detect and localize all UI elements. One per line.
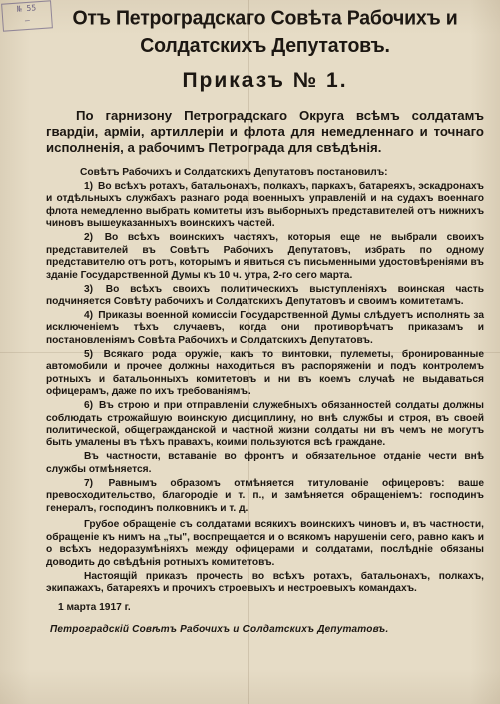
item-number: 4) <box>84 309 94 321</box>
item-text: Равнымъ образомъ отмѣняется титулованіе офицеровъ: ваше превосходительство, благородіе и т. п., и замѣняется обращеніемъ: господинъ генералъ, господинъ полковникъ и т. д. <box>46 477 484 514</box>
archive-stamp: № 55 — <box>1 0 53 31</box>
item-text: Во всѣхъ своихъ политическихъ выступленіяхъ воинская часть подчиняется Совѣту рабочихъ и Солдатскихъ Депутатовъ и своимъ комитетамъ. <box>46 283 484 307</box>
order-preamble: Совѣтъ Рабочихъ и Солдатскихъ Депутатовъ постановилъ: <box>80 167 388 178</box>
item-text: Во всѣхъ воинскихъ частяхъ, которыя еще не выбрали своихъ представителей въ Совѣтъ Рабочихъ Депутатовъ, избрать по одному представителю отъ ротъ, которымъ и явиться съ письменными удостовѣреніями въ зданіе Государственной Думы къ 10 ч. утра, 2-го сего марта. <box>46 232 484 281</box>
item-number: 2) <box>84 232 94 244</box>
rude-treatment-paragraph: Грубое обращеніе съ солдатами всякихъ воинскихъ чиновъ и, въ частности, обращеніе къ нимъ на „ты", воспрещается и о всякомъ нарушеніи сего, равно какъ и о всѣхъ недоразумѣніяхъ между офицерами и солдатами, послѣдніе обязаны доводить до свѣдѣнія ротныхъ комитетовъ. <box>46 519 484 568</box>
order-item-6 <box>46 400 484 450</box>
order-item-1 <box>46 181 484 231</box>
order-item-4 <box>46 310 484 347</box>
order-title: Приказъ № 1. <box>182 69 348 92</box>
item-number: 3) <box>84 283 94 295</box>
order-item-6-extra: Въ частности, вставаніе во фронтъ и обязательное отданіе чести внѣ службы отмѣняется. <box>46 451 484 475</box>
document-content <box>46 6 484 637</box>
item-text: Всякаго рода оружіе, какъ то винтовки, пулеметы, бронированные автомобили и прочее должны находиться въ распоряженіи и подъ контролемъ ротныхъ и батальонныхъ комитетовъ и ни въ коемъ случаѣ не выдаваться офицерамъ, даже по ихъ требованіямъ. <box>46 348 484 398</box>
document-signature: Петроградскій Совѣтъ Рабочихъ и Солдатскихъ Депутатовъ. <box>50 624 389 636</box>
item-text: Приказы военной комиссіи Государственной Думы слѣдуетъ исполнять за исключеніемъ тѣхъ случаевъ, когда они противорѣчатъ приказамъ и постановленіямъ Совѣта Рабочихъ и Солдатскихъ Депутатовъ. <box>46 309 484 346</box>
item-number: 1) <box>84 180 94 192</box>
order-address: По гарнизону Петроградскаго Округа всѣмъ солдатамъ гвардіи, арміи, артиллеріи и флота для немедленнаго и точнаго исполненія, а рабочимъ Петрограда для свѣдѣнія. <box>46 108 484 155</box>
order-item-5 <box>46 349 484 399</box>
item-number: 7) <box>84 477 94 489</box>
order-items <box>46 181 484 515</box>
item-text: Въ строю и при отправленіи служебныхъ обязанностей солдаты должны соблюдать строжайшую воинскую дисциплину, но внѣ службы и строя, въ своей политической, общегражданской и частной жизни солдаты ни въ чемъ не могутъ быть умалены въ тѣхъ правахъ, коими пользуются всѣ граждане. <box>46 400 484 449</box>
item-number: 6) <box>84 400 94 412</box>
order-item-2 <box>46 232 484 282</box>
order-item-3 <box>46 284 484 309</box>
closing-paragraph: Настоящій приказъ прочесть во всѣхъ ротахъ, батальонахъ, полкахъ, экипажахъ, батареяхъ и прочихъ строевыхъ и нестроевыхъ командахъ. <box>46 570 484 594</box>
header-line-1: Отъ Петроградскаго Совѣта Рабочихъ и <box>72 6 458 30</box>
order-item-7 <box>46 478 484 515</box>
item-number: 5) <box>84 348 94 360</box>
item-text: Во всѣхъ ротахъ, батальонахъ, полкахъ, паркахъ, батареяхъ, эскадронахъ и отдѣльныхъ службахъ разнаго рода военныхъ управленій и на судахъ военнаго флота немедленно выбрать комитеты изъ выборныхъ представителей отъ нижнихъ чиновъ вышеуказанныхъ воинскихъ частей. <box>46 180 484 230</box>
header-line-2: Солдатскихъ Депутатовъ. <box>140 34 390 58</box>
document-header <box>46 5 484 60</box>
document-date: 1 марта 1917 г. <box>58 602 131 614</box>
